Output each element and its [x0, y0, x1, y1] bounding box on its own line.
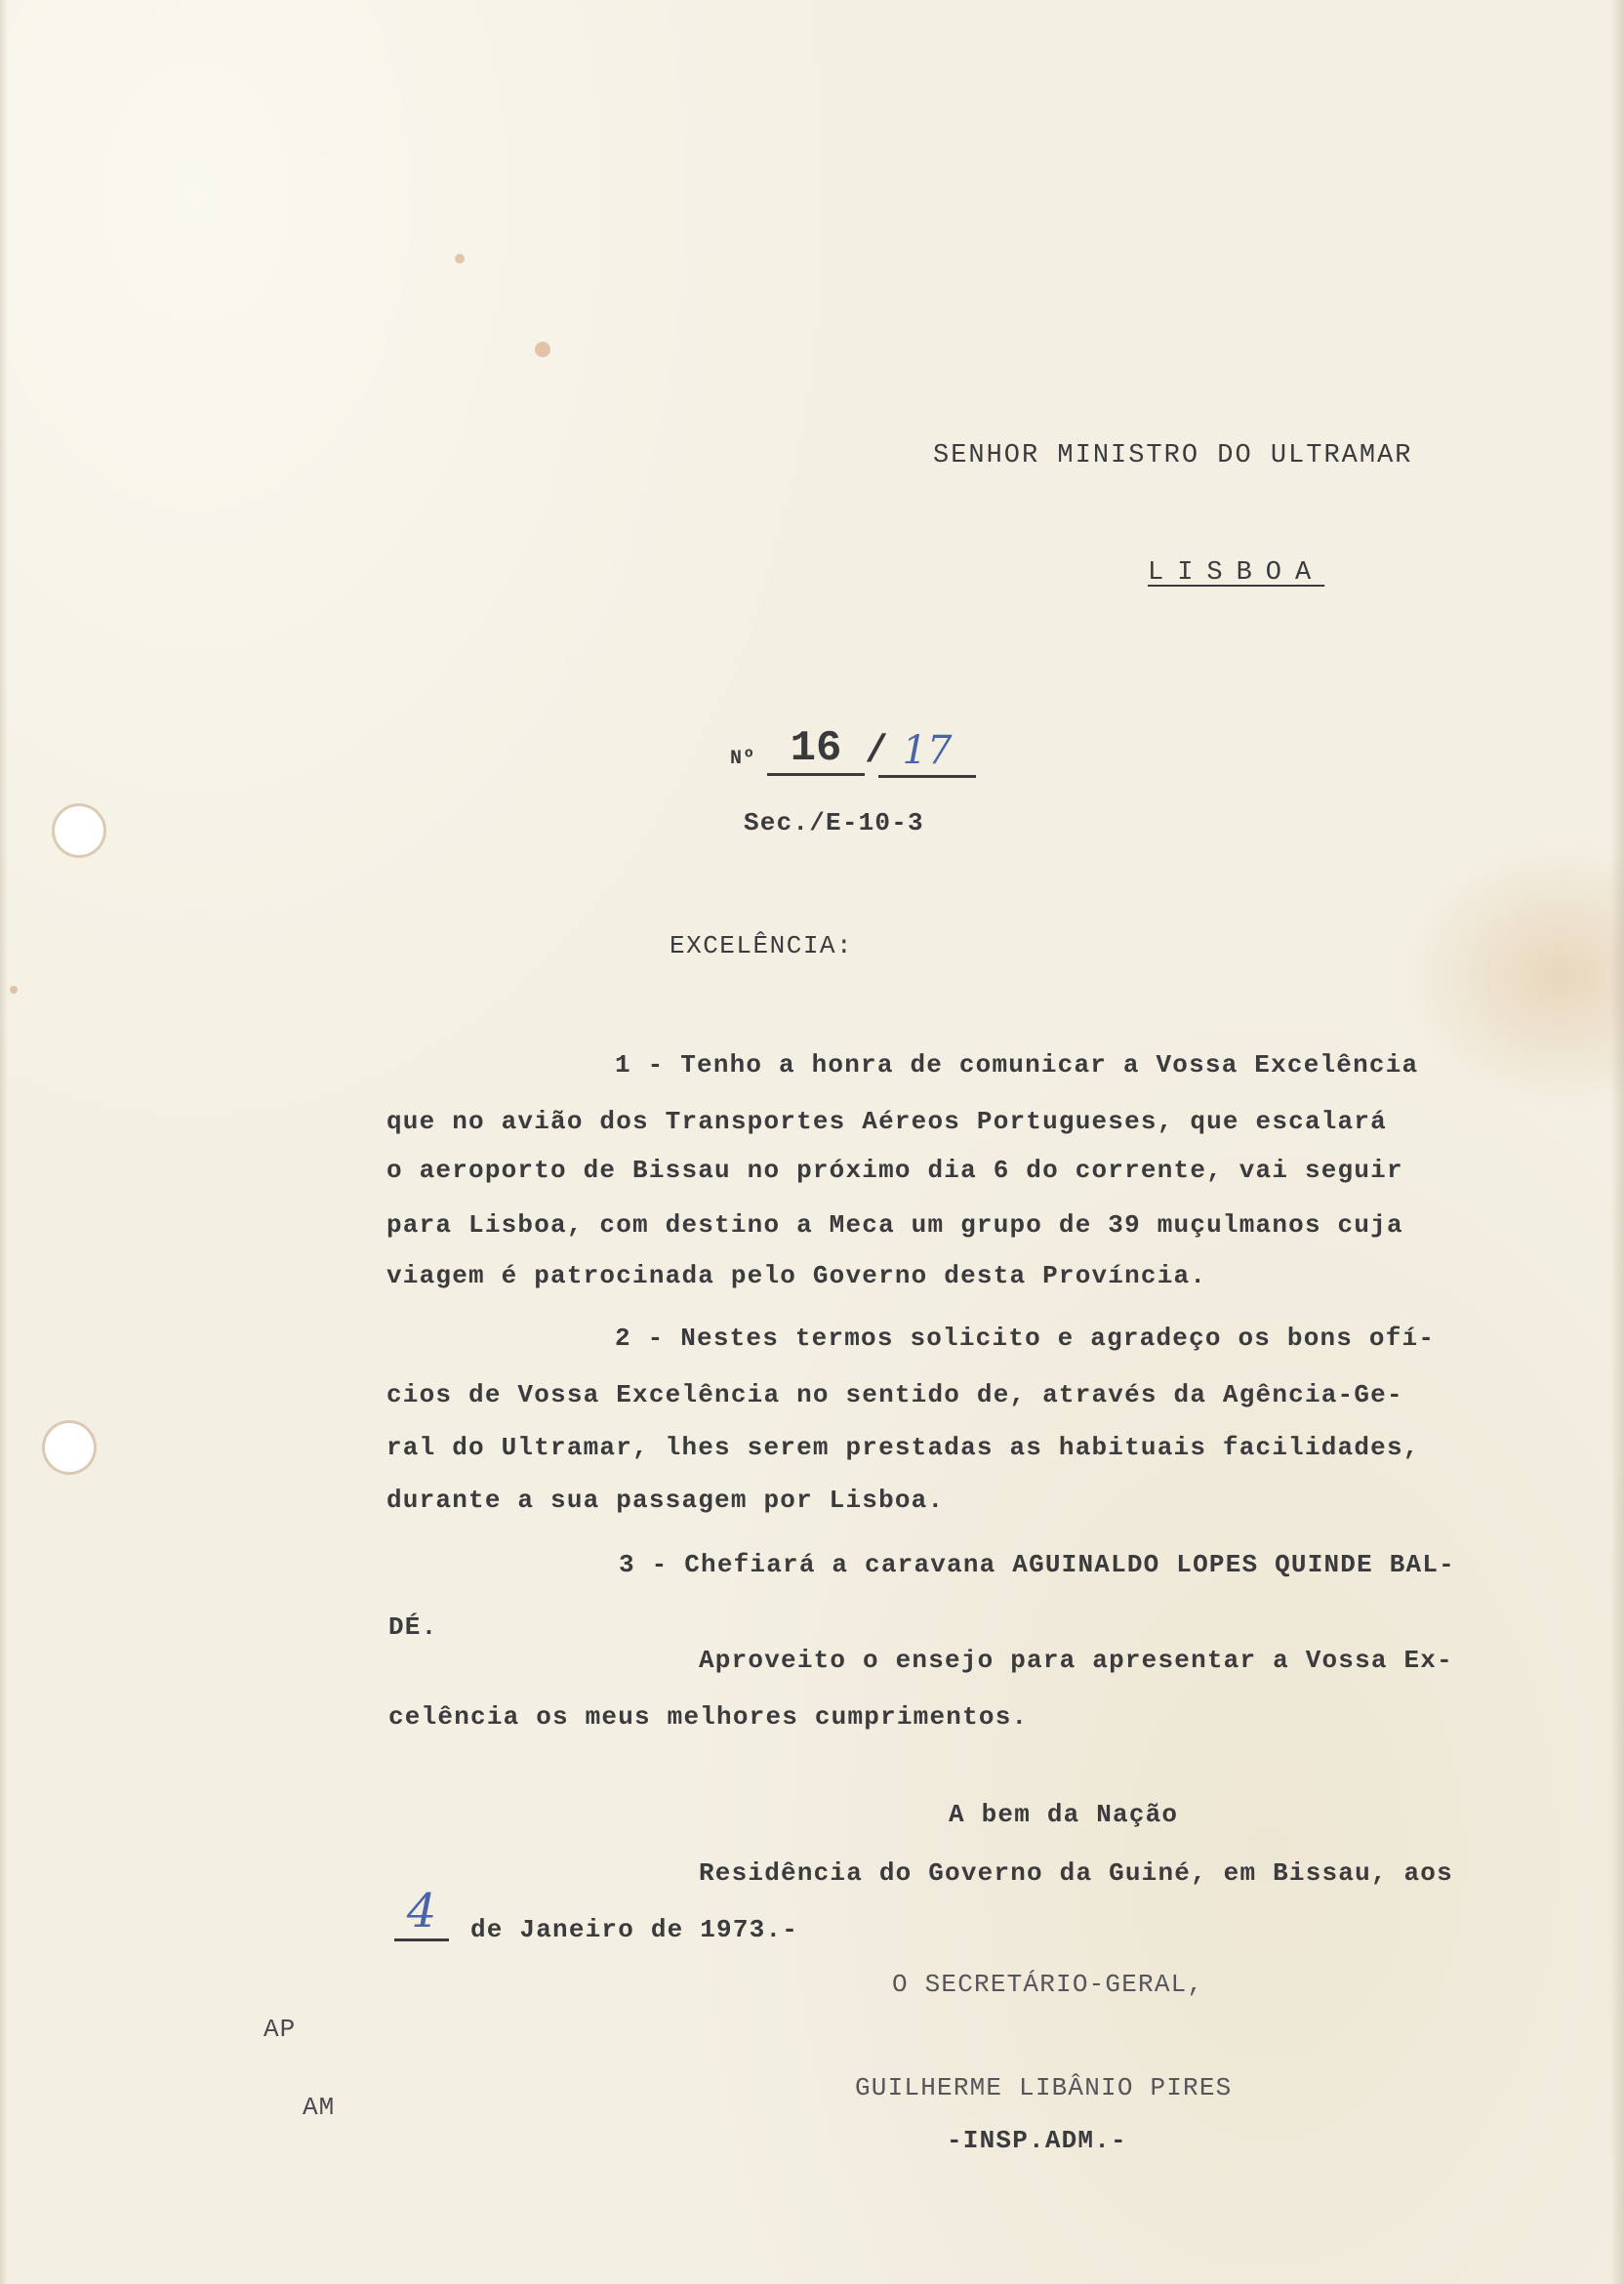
closing-place-line: Residência do Governo da Guiné, em Bissau, aos: [699, 1858, 1453, 1888]
signatory-name: GUILHERME LIBÂNIO PIRES: [855, 2073, 1233, 2102]
addressee: SENHOR MINISTRO DO ULTRAMAR: [933, 441, 1413, 470]
closing-motto: A bem da Nação: [949, 1800, 1179, 1829]
body-line: ral do Ultramar, lhes serem prestadas as habituais facilidades,: [386, 1433, 1420, 1462]
handwritten-day: 4: [394, 1884, 449, 1941]
reference-number: 16: [767, 724, 865, 776]
signatory-role: -INSP.ADM.-: [947, 2126, 1127, 2155]
reference-handwritten-number: 17: [878, 726, 976, 778]
punch-hole-top: [55, 806, 103, 855]
body-line: para Lisboa, com destino a Meca um grupo de 39 muçulmanos cuja: [386, 1210, 1403, 1240]
initials-ap: AP: [264, 2015, 297, 2044]
closing-date-line: de Janeiro de 1973.-: [470, 1915, 799, 1944]
paper-right-edge: [1610, 0, 1624, 2284]
paper-left-edge: [0, 0, 8, 2284]
body-line: Aproveito o ensejo para apresentar a Vossa Ex-: [699, 1646, 1453, 1675]
body-line: 1 - Tenho a honra de comunicar a Vossa Excelência: [615, 1050, 1419, 1080]
punch-hole-bottom: [45, 1423, 94, 1472]
body-line: cios de Vossa Excelência no sentido de, através da Agência-Ge-: [386, 1380, 1403, 1409]
city: LISBOA: [1148, 558, 1325, 588]
body-line: DÉ.: [388, 1612, 438, 1642]
body-line: o aeroporto de Bissau no próximo dia 6 do corrente, vai seguir: [386, 1156, 1403, 1185]
stain-spot: [10, 986, 18, 994]
section-code: Sec./E-10-3: [744, 808, 924, 837]
body-line: 2 - Nestes termos solicito e agradeço os bons ofí-: [615, 1324, 1436, 1353]
signatory-title: O SECRETÁRIO-GERAL,: [892, 1970, 1204, 1999]
salutation: EXCELÊNCIA:: [670, 931, 854, 960]
body-line: 3 - Chefiará a caravana AGUINALDO LOPES QUINDE BAL-: [619, 1550, 1455, 1579]
initials-am: AM: [303, 2093, 336, 2122]
stain-spot: [535, 342, 550, 357]
body-line: que no avião dos Transportes Aéreos Portugueses, que escalará: [386, 1107, 1387, 1136]
body-line: celência os meus melhores cumprimentos.: [388, 1702, 1029, 1732]
body-line: durante a sua passagem por Lisboa.: [386, 1486, 945, 1515]
stain-spot: [455, 254, 465, 264]
body-line: viagem é patrocinada pelo Governo desta Província.: [386, 1261, 1207, 1290]
reference-slash: /: [865, 730, 889, 774]
reference-no-label: Nº: [730, 748, 756, 770]
